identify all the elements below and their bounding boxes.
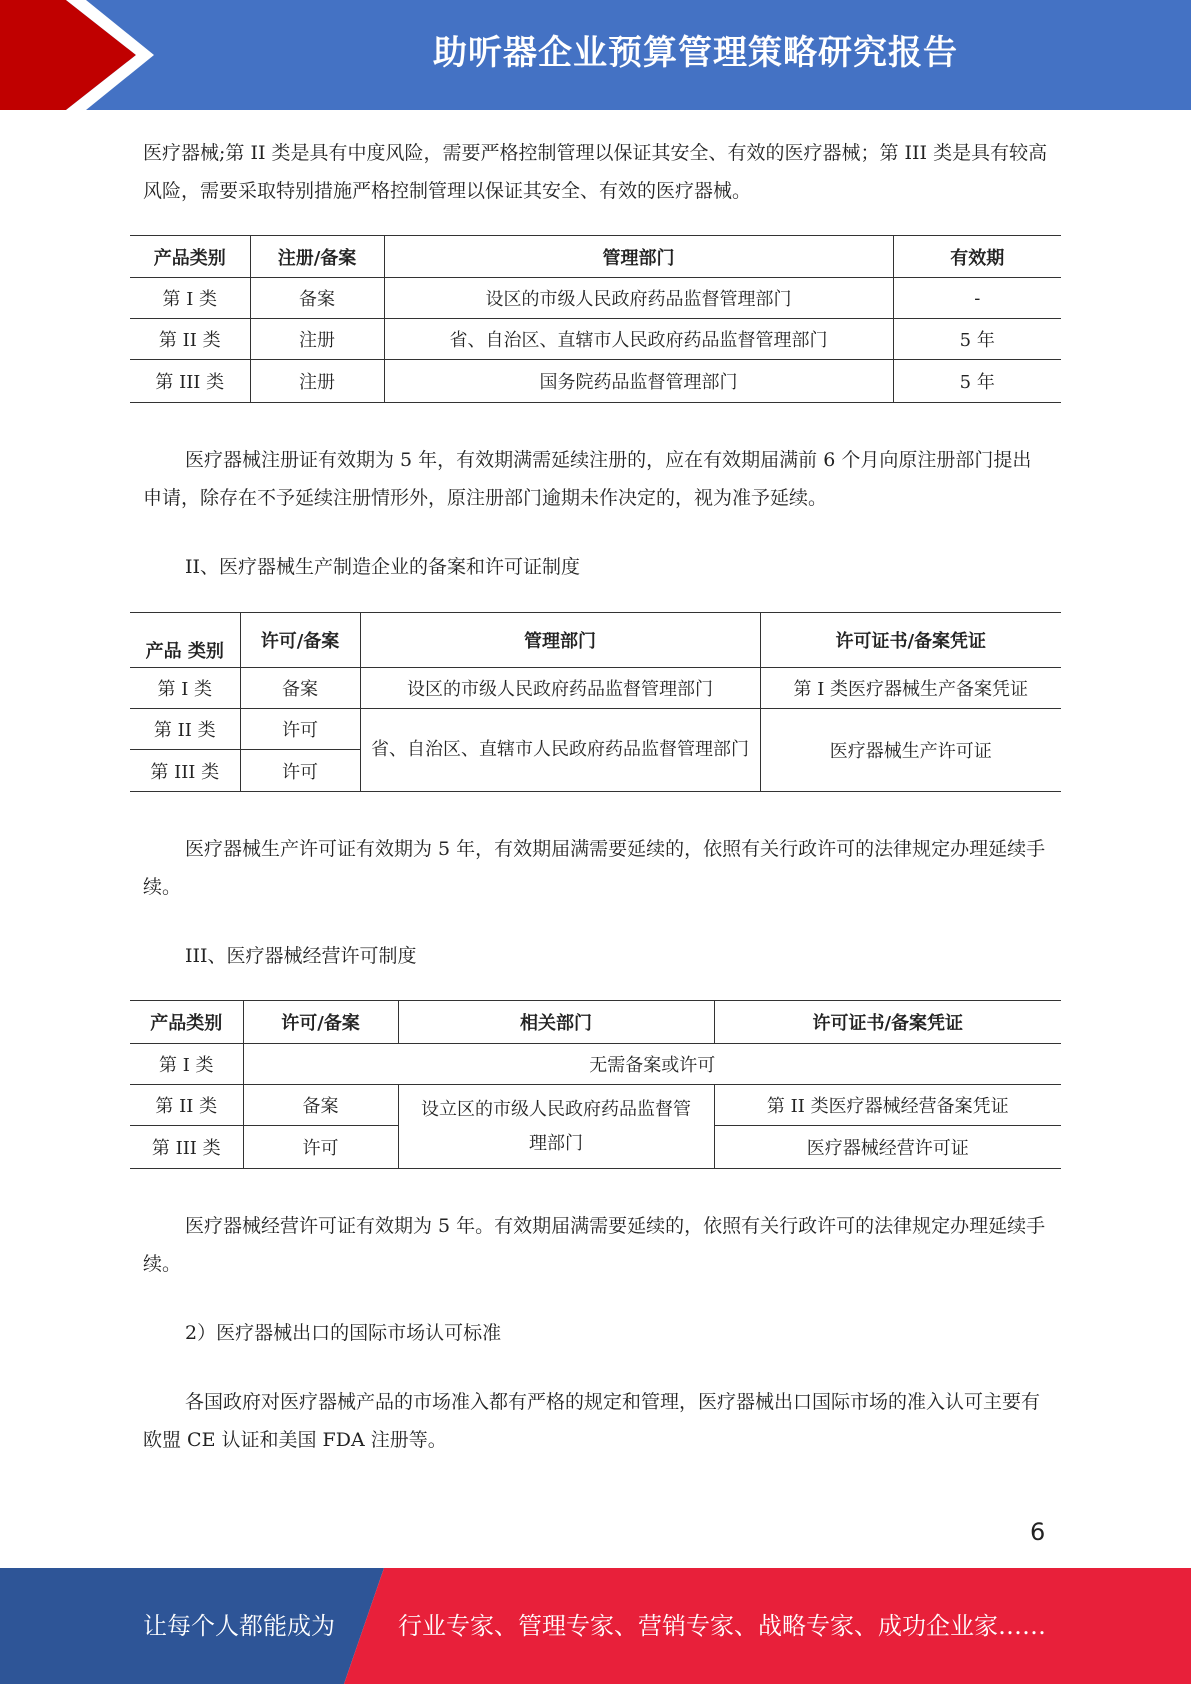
report-title: 助听器企业预算管理策略研究报告 bbox=[433, 33, 958, 73]
table-cell: 5 年 bbox=[893, 319, 1061, 360]
table-header-cell: 有效期 bbox=[893, 236, 1061, 278]
footer-slogan-left: 让每个人都能成为 bbox=[143, 1612, 335, 1640]
paragraph: 医疗器械注册证有效期为 5 年，有效期满需延续注册的，应在有效期届满前 6 个月向原注册部门提出申请，除存在不予延续注册情形外，原注册部门逾期未作决定的，视为准予延续。 bbox=[143, 449, 1032, 509]
table-row bbox=[130, 1044, 1061, 1085]
merged-dept-cell: 省、自治区、直辖市人民政府药品监督管理部门 bbox=[360, 709, 760, 792]
table-cell: 第 II 类 bbox=[130, 709, 240, 750]
table-cell: 备案 bbox=[243, 1085, 398, 1126]
table-cell: 第 I 类 bbox=[130, 278, 250, 319]
table-cell: 国务院药品监督管理部门 bbox=[384, 360, 893, 403]
table-header-cell: 管理部门 bbox=[360, 613, 760, 668]
table-cell: 设区的市级人民政府药品监督管理部门 bbox=[384, 278, 893, 319]
paragraph: 医疗器械经营许可证有效期为 5 年。有效期届满需要延续的，依照有关行政许可的法律规定办理延续手续。 bbox=[143, 1215, 1046, 1275]
table-cell: 注册 bbox=[250, 360, 384, 403]
table-header-cell: 许可/备案 bbox=[240, 613, 360, 668]
page-header bbox=[0, 0, 1191, 110]
paragraph: 医疗器械;第 II 类是具有中度风险，需要严格控制管理以保证其安全、有效的医疗器械；第 III 类是具有较高风险，需要采取特别措施严格控制管理以保证其安全、有效的医疗器械。 bbox=[143, 142, 1048, 202]
table-row bbox=[130, 278, 1061, 319]
section-heading: II、医疗器械生产制造企业的备案和许可证制度 bbox=[185, 556, 581, 578]
table-cell: 第 III 类 bbox=[130, 1126, 243, 1169]
table-cell: - bbox=[893, 278, 1061, 319]
table-cell: 许可 bbox=[243, 1126, 398, 1169]
table-header-cell: 相关部门 bbox=[398, 1001, 714, 1044]
page-footer bbox=[0, 1568, 1191, 1684]
paragraph: 各国政府对医疗器械产品的市场准入都有严格的规定和管理，医疗器械出口国际市场的准入认可主要有欧盟 CE 认证和美国 FDA 注册等。 bbox=[143, 1391, 1041, 1451]
table-header-cell: 产品类别 bbox=[130, 1001, 243, 1044]
table-row bbox=[130, 319, 1061, 360]
production-validity-block bbox=[143, 830, 1048, 906]
table-cell: 许可 bbox=[240, 750, 360, 792]
table-cell: 第 II 类医疗器械经营备案凭证 bbox=[714, 1085, 1061, 1126]
table-header-row bbox=[130, 613, 1061, 668]
table-header-cell: 许可/备案 bbox=[243, 1001, 398, 1044]
table-header-row bbox=[130, 236, 1061, 278]
paragraph: 医疗器械生产许可证有效期为 5 年，有效期届满需要延续的，依照有关行政许可的法律规定办理延续手续。 bbox=[143, 838, 1046, 898]
table-header-cell: 注册/备案 bbox=[250, 236, 384, 278]
table-header-row bbox=[130, 1001, 1061, 1044]
table-cell: 第 II 类 bbox=[130, 319, 250, 360]
intro-paragraph-block bbox=[143, 134, 1048, 210]
merged-dept-cell: 设立区的市级人民政府药品监督管理部门 bbox=[398, 1085, 714, 1169]
section-heading-block bbox=[143, 937, 1048, 975]
export-standards-block bbox=[143, 1383, 1048, 1459]
header-arrow-decoration bbox=[0, 0, 200, 110]
table-cell: 省、自治区、直辖市人民政府药品监督管理部门 bbox=[384, 319, 893, 360]
table-cell: 第 III 类 bbox=[130, 750, 240, 792]
page-number: 6 bbox=[1030, 1518, 1046, 1546]
footer-slogan-right: 行业专家、管理专家、营销专家、战略专家、成功企业家…… bbox=[398, 1612, 1046, 1640]
business-validity-block bbox=[143, 1207, 1048, 1283]
section-heading: III、医疗器械经营许可制度 bbox=[185, 945, 417, 967]
table-cell: 设区的市级人民政府药品监督管理部门 bbox=[360, 668, 760, 709]
table-header-cell: 产品 类别 bbox=[130, 613, 240, 668]
merged-cert-cell: 医疗器械生产许可证 bbox=[760, 709, 1061, 792]
table-cell: 备案 bbox=[250, 278, 384, 319]
table-cell: 5 年 bbox=[893, 360, 1061, 403]
table-cell: 第 III 类 bbox=[130, 360, 250, 403]
table-row bbox=[130, 709, 1061, 750]
table-cell: 第 I 类医疗器械生产备案凭证 bbox=[760, 668, 1061, 709]
table-row bbox=[130, 1085, 1061, 1126]
business-license-table bbox=[130, 1000, 1061, 1169]
table-cell: 备案 bbox=[240, 668, 360, 709]
table-header-cell: 许可证书/备案凭证 bbox=[760, 613, 1061, 668]
table-header-cell: 管理部门 bbox=[384, 236, 893, 278]
table-header-cell: 产品类别 bbox=[130, 236, 250, 278]
registration-table bbox=[130, 235, 1061, 403]
section-heading: 2）医疗器械出口的国际市场认可标准 bbox=[185, 1322, 502, 1344]
table-row bbox=[130, 360, 1061, 403]
table-cell: 医疗器械经营许可证 bbox=[714, 1126, 1061, 1169]
table-cell: 第 I 类 bbox=[130, 668, 240, 709]
table-cell: 注册 bbox=[250, 319, 384, 360]
table-cell: 许可 bbox=[240, 709, 360, 750]
table-cell: 第 II 类 bbox=[130, 1085, 243, 1126]
table-header-cell: 许可证书/备案凭证 bbox=[714, 1001, 1061, 1044]
table-row bbox=[130, 668, 1061, 709]
table-cell: 第 I 类 bbox=[130, 1044, 243, 1085]
section-heading-block bbox=[143, 1314, 1048, 1352]
registration-validity-block bbox=[143, 441, 1048, 517]
production-license-table bbox=[130, 612, 1061, 792]
merged-row-cell: 无需备案或许可 bbox=[243, 1044, 1061, 1085]
section-heading-block bbox=[143, 548, 1048, 586]
